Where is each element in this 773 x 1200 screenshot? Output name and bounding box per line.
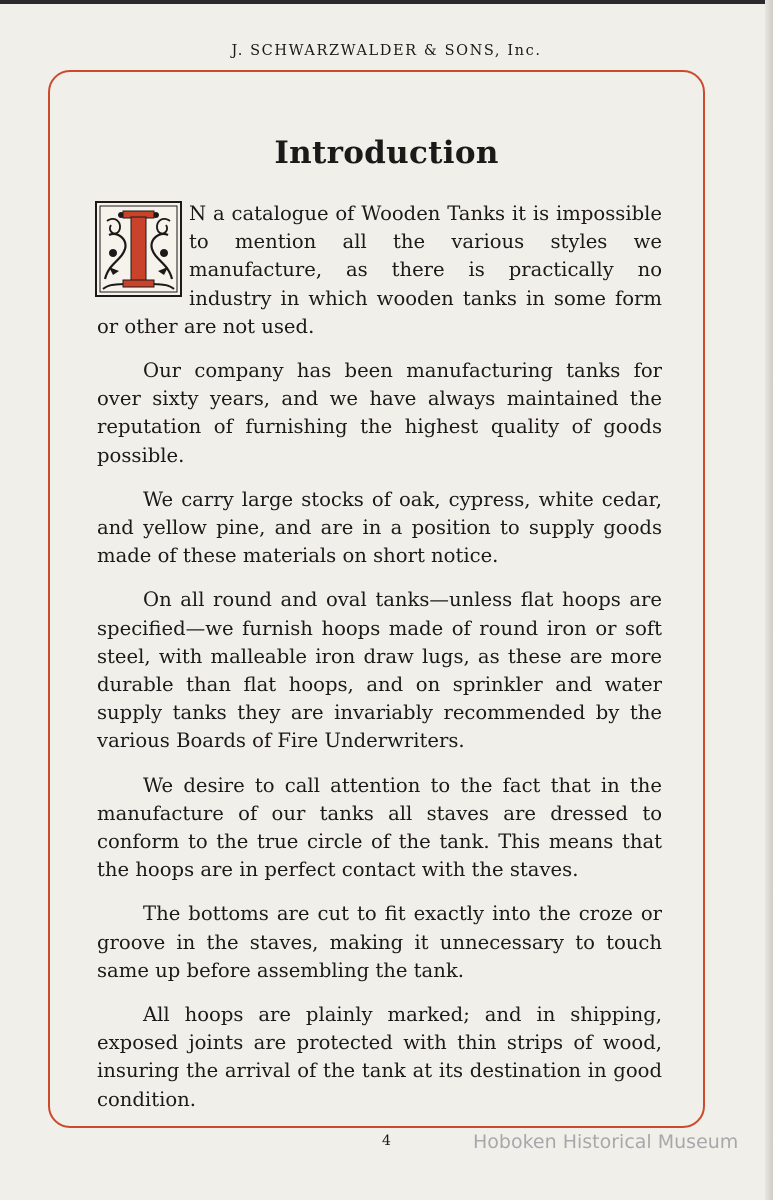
museum-watermark: Hoboken Historical Museum: [473, 1131, 739, 1153]
paragraph-1-text: N a catalogue of Wooden Tanks it is impossible to mention all the various styles we manufacture, as there is practically no industry in which wooden tanks in some form or other are not used.: [97, 202, 662, 338]
paragraph-4: On all round and oval tanks—unless flat hoops are specified—we furnish hoops made of round iron or soft steel, with malleable iron draw lugs, as these are more durable than flat hoops, and on sprinkler and water supply tanks they are invariably recommended by the various Boards of Fire Underwriters.: [97, 588, 662, 753]
scan-top-edge: [0, 0, 773, 4]
body-text: [97, 200, 662, 1130]
paragraph-5: We desire to call attention to the fact that in the manufacture of our tanks all staves are dressed to conform to the true circle of the tank. This means that the hoops are in perfect contact with the staves.: [97, 773, 662, 882]
paragraph-7: All hoops are plainly marked; and in shipping, exposed joints are protected with thin strips of wood, insuring the arrival of the tank at its destination in good condition.: [97, 1003, 662, 1111]
paragraph-1: [97, 200, 662, 341]
paragraph-3: We carry large stocks of oak, cypress, white cedar, and yellow pine, and are in a position to supply goods made of these materials on short notice.: [97, 487, 662, 568]
paragraph-2: Our company has been manufacturing tanks for over sixty years, and we have always maintained the reputation of furnishing the highest quality of goods possible.: [97, 359, 662, 467]
page-number: 4: [382, 1133, 391, 1149]
page-title: Introduction: [274, 135, 499, 171]
decorative-dropcap-icon: [95, 201, 182, 297]
running-head: J. SCHWARZWALDER & SONS, Inc.: [231, 43, 542, 59]
paragraph-6: The bottoms are cut to fit exactly into the croze or groove in the staves, making it unnecessary to touch same up before assembling the tank.: [97, 902, 662, 982]
page-edge-shadow: [765, 0, 773, 1200]
